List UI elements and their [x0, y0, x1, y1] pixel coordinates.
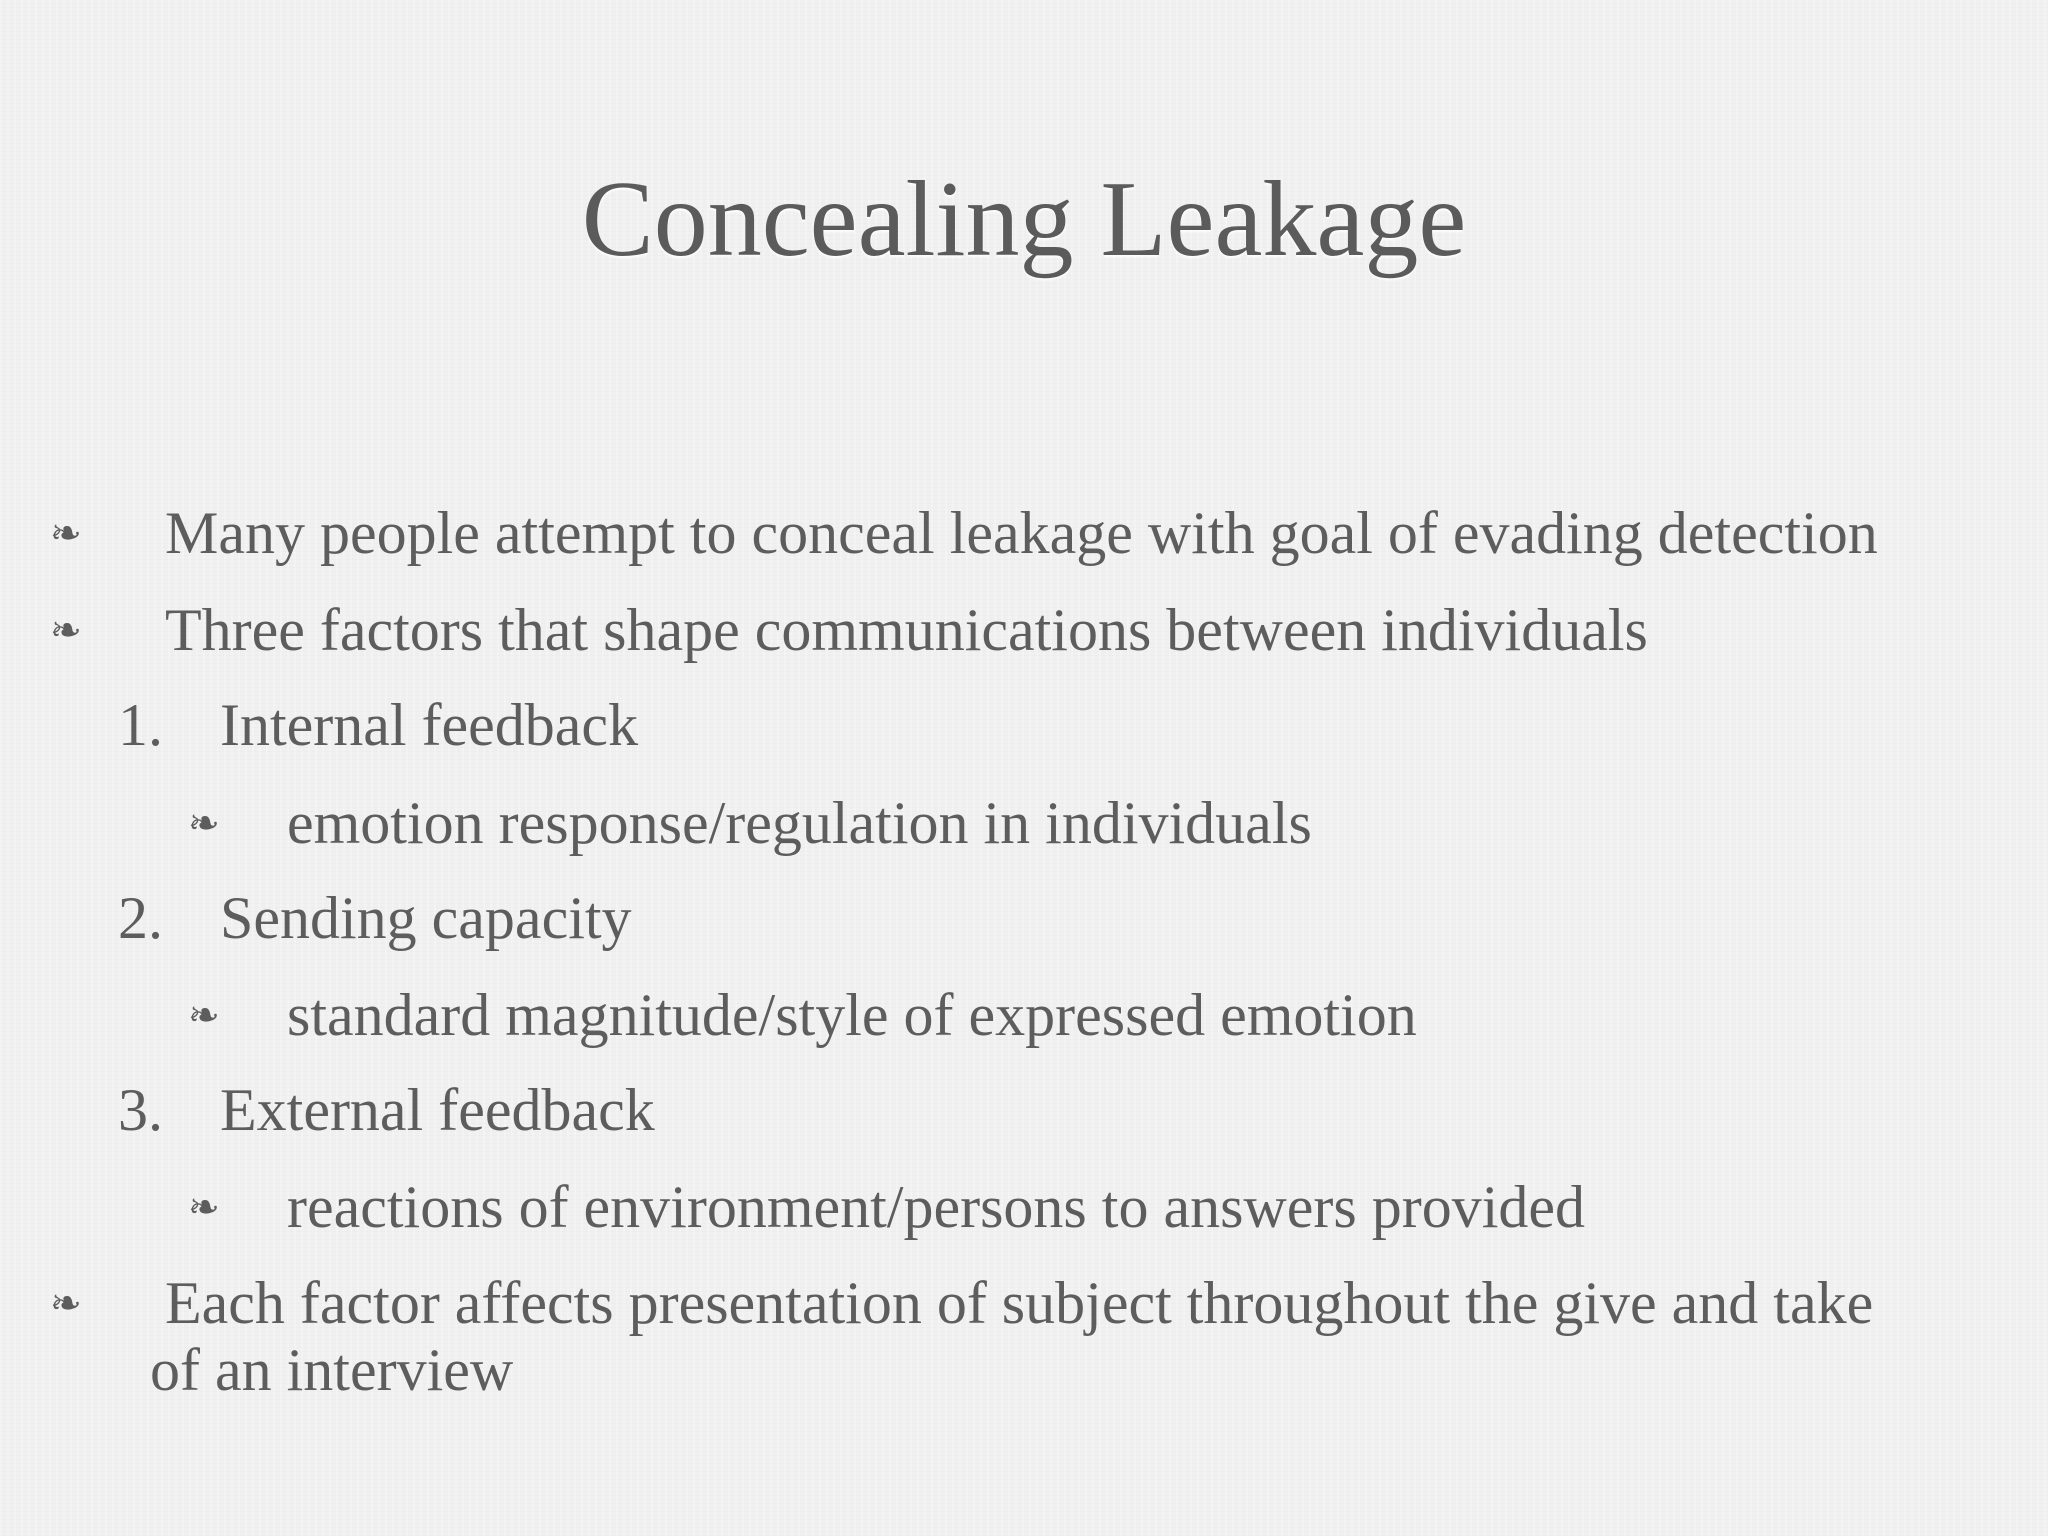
sub-bullet-item: standard magnitude/style of expressed emotion [287, 982, 1417, 1048]
list-number: 1. [118, 692, 163, 758]
slide-title: Concealing Leakage [581, 160, 1467, 279]
fleuron-bullet-icon: ❧ [188, 801, 220, 845]
sub-bullet-item: reactions of environment/persons to answers provided [287, 1174, 1585, 1240]
sub-bullet-item: emotion response/regulation in individuals [287, 790, 1312, 856]
fleuron-bullet-icon: ❧ [188, 993, 220, 1037]
numbered-item: External feedback [220, 1077, 655, 1143]
fleuron-bullet-icon: ❧ [50, 608, 82, 652]
fleuron-bullet-icon: ❧ [188, 1185, 220, 1229]
numbered-item: Internal feedback [220, 692, 639, 758]
numbered-item: Sending capacity [220, 885, 632, 951]
list-number: 3. [118, 1077, 163, 1143]
fleuron-bullet-icon: ❧ [50, 1281, 82, 1325]
bullet-item: Each factor affects presentation of subject throughout the give and take [165, 1270, 1874, 1336]
fleuron-bullet-icon: ❧ [50, 511, 82, 555]
bullet-item: Three factors that shape communications between individuals [165, 597, 1648, 663]
bullet-item: Many people attempt to conceal leakage with goal of evading detection [165, 500, 1878, 566]
list-number: 2. [118, 885, 163, 951]
bullet-item-continuation: of an interview [150, 1337, 514, 1403]
